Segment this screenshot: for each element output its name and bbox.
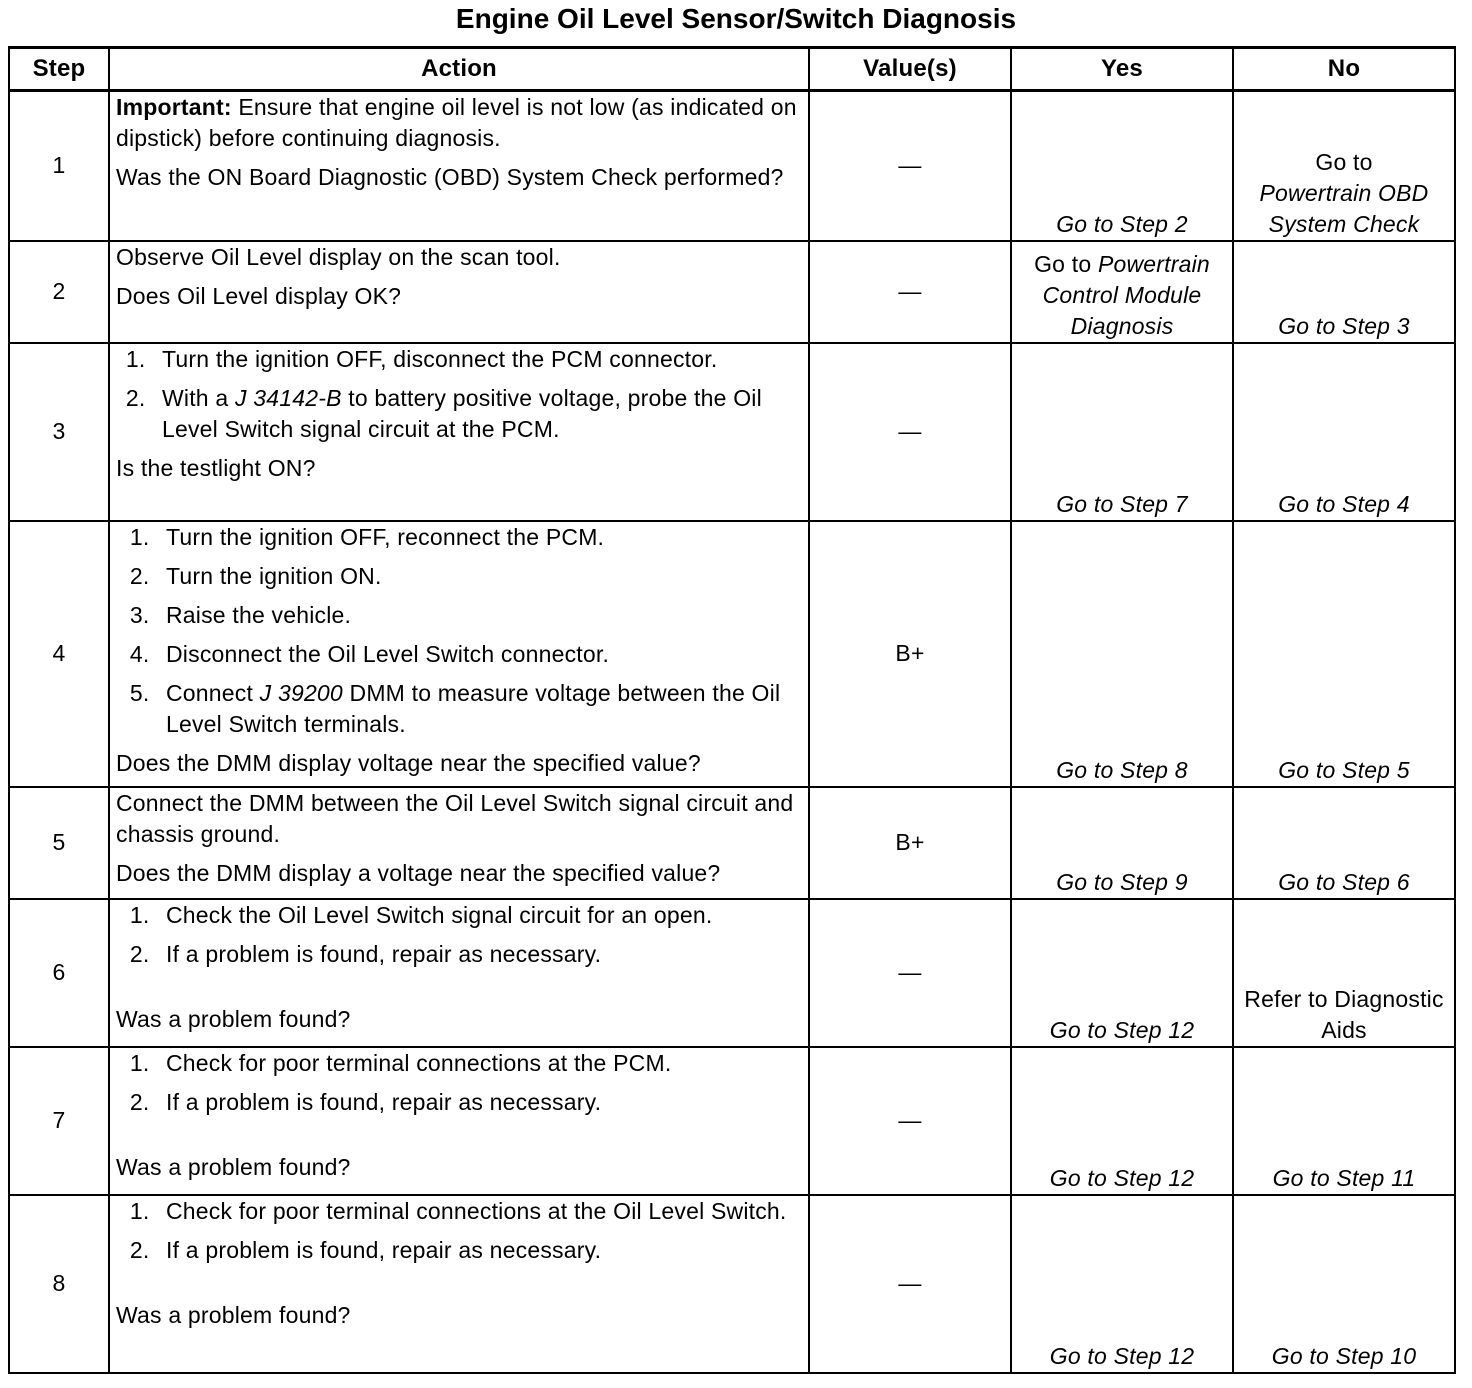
action-step-item: 1. Check for poor terminal connections at the Oil Level Switch. xyxy=(156,1196,802,1227)
action-question: Was a problem found? xyxy=(116,1153,351,1180)
no-cell xyxy=(1233,241,1455,343)
step-number: 1 xyxy=(9,91,109,241)
action-question: Does the DMM display a voltage near the specified value? xyxy=(116,859,721,886)
table-row xyxy=(9,787,1455,899)
step-number: 2 xyxy=(9,241,109,343)
action-cell xyxy=(109,1195,809,1373)
no-link: Go to Step 4 xyxy=(1278,490,1410,517)
step-number: 3 xyxy=(9,343,109,521)
action-steps xyxy=(116,900,802,970)
yes-link: Go to Step 12 xyxy=(1049,1016,1195,1043)
diagnosis-table xyxy=(8,46,1456,1374)
action-step-item: 1. Check the Oil Level Switch signal circuit for an open. xyxy=(156,900,802,931)
table-row xyxy=(9,1047,1455,1195)
step-number: 4 xyxy=(9,521,109,787)
header-action: Action xyxy=(109,48,809,91)
table-row xyxy=(9,521,1455,787)
step-number: 6 xyxy=(9,899,109,1047)
yes-cell xyxy=(1011,521,1233,787)
action-text: Observe Oil Level display on the scan tool. xyxy=(116,243,561,270)
action-step-item: 3. Raise the vehicle. xyxy=(156,600,802,631)
no-link: Powertrain OBD System Check xyxy=(1259,179,1429,237)
action-steps xyxy=(116,1196,802,1266)
item-text: to battery positive voltage, probe the Oil Level Switch signal circuit at the PCM. xyxy=(162,384,762,442)
action-step-item: 1. Check for poor terminal connections at the PCM. xyxy=(156,1048,802,1079)
action-question: Does Oil Level display OK? xyxy=(116,282,402,309)
action-step-item: 2. Turn the ignition ON. xyxy=(156,561,802,592)
yes-link: Go to Step 12 xyxy=(1049,1164,1195,1191)
value-cell: B+ xyxy=(809,521,1011,787)
no-cell xyxy=(1233,521,1455,787)
table-row xyxy=(9,91,1455,241)
spacer xyxy=(116,1126,802,1152)
yes-link: Go to Step 8 xyxy=(1056,756,1188,783)
action-text: Connect the DMM between the Oil Level Switch signal circuit and chassis ground. xyxy=(116,789,794,847)
action-question: Was the ON Board Diagnostic (OBD) System Check performed? xyxy=(116,164,784,190)
action-steps xyxy=(116,1048,802,1118)
no-link: Go to Step 3 xyxy=(1278,312,1410,339)
action-cell xyxy=(109,91,809,241)
header-row xyxy=(9,48,1455,91)
action-step-item xyxy=(156,678,802,740)
yes-prefix: Go to xyxy=(1034,250,1092,277)
header-value: Value(s) xyxy=(809,48,1011,91)
important-note xyxy=(116,92,802,154)
yes-cell xyxy=(1011,1195,1233,1373)
yes-link: Go to Step 12 xyxy=(1049,1342,1195,1369)
action-cell xyxy=(109,241,809,343)
action-question: Was a problem found? xyxy=(116,1005,351,1032)
action-step-item: 1. Turn the ignition OFF, disconnect the PCM connector. xyxy=(152,344,802,375)
no-link: Go to Step 6 xyxy=(1278,868,1410,895)
step-number: 7 xyxy=(9,1047,109,1195)
action-step-item: 2. If a problem is found, repair as necessary. xyxy=(156,939,802,970)
value-cell: B+ xyxy=(809,787,1011,899)
no-prefix: Go to xyxy=(1315,148,1373,175)
value-cell: — xyxy=(809,91,1011,241)
yes-cell xyxy=(1011,241,1233,343)
yes-link: Go to Step 2 xyxy=(1056,210,1188,237)
yes-link: Powertrain Control Module Diagnosis xyxy=(1042,250,1210,339)
yes-cell xyxy=(1011,899,1233,1047)
page-title: Engine Oil Level Sensor/Switch Diagnosis xyxy=(455,3,1017,34)
action-cell xyxy=(109,1047,809,1195)
yes-cell xyxy=(1011,343,1233,521)
yes-cell xyxy=(1011,91,1233,241)
no-cell xyxy=(1233,899,1455,1047)
action-cell xyxy=(109,521,809,787)
action-steps xyxy=(116,522,802,740)
action-step-item: 1. Turn the ignition OFF, reconnect the PCM. xyxy=(156,522,802,553)
table-row xyxy=(9,343,1455,521)
value-cell: — xyxy=(809,1195,1011,1373)
no-cell xyxy=(1233,1047,1455,1195)
action-question: Is the testlight ON? xyxy=(116,454,316,481)
header-yes: Yes xyxy=(1011,48,1233,91)
item-text: With a xyxy=(162,384,229,411)
tool-number: J 34142-B xyxy=(234,384,342,411)
action-question: Was a problem found? xyxy=(116,1301,351,1328)
value-cell: — xyxy=(809,1047,1011,1195)
table-row xyxy=(9,241,1455,343)
yes-link: Go to Step 7 xyxy=(1056,490,1188,517)
action-steps xyxy=(116,344,802,445)
no-cell xyxy=(1233,1195,1455,1373)
no-link: Go to Step 5 xyxy=(1278,756,1410,783)
no-cell xyxy=(1233,787,1455,899)
important-text: Ensure that engine oil level is not low (as indicated on dipstick) before continuing diagnosis. xyxy=(116,94,797,151)
no-cell xyxy=(1233,91,1455,241)
yes-link: Go to Step 9 xyxy=(1056,868,1188,895)
spacer xyxy=(116,1274,802,1300)
no-reference: Refer to Diagnostic Aids xyxy=(1244,985,1444,1043)
value-cell: — xyxy=(809,899,1011,1047)
action-step-item xyxy=(152,383,802,445)
action-cell xyxy=(109,899,809,1047)
no-link: Go to Step 11 xyxy=(1272,1164,1416,1191)
item-text: Connect xyxy=(166,679,254,706)
header-no: No xyxy=(1233,48,1455,91)
header-step: Step xyxy=(9,48,109,91)
tool-number: J 39200 xyxy=(259,679,343,706)
important-label: Important: xyxy=(116,94,232,120)
step-number: 5 xyxy=(9,787,109,899)
no-link: Go to Step 10 xyxy=(1271,1342,1417,1369)
spacer xyxy=(116,978,802,1004)
action-step-item: 2. If a problem is found, repair as necessary. xyxy=(156,1087,802,1118)
table-row xyxy=(9,1195,1455,1373)
no-cell xyxy=(1233,343,1455,521)
yes-cell xyxy=(1011,787,1233,899)
yes-cell xyxy=(1011,1047,1233,1195)
step-number: 8 xyxy=(9,1195,109,1373)
action-cell xyxy=(109,343,809,521)
value-cell: — xyxy=(809,343,1011,521)
action-step-item: 4. Disconnect the Oil Level Switch connector. xyxy=(156,639,802,670)
action-step-item: 2. If a problem is found, repair as necessary. xyxy=(156,1235,802,1266)
table-row xyxy=(9,899,1455,1047)
item-text: DMM to measure voltage between the Oil Level Switch terminals. xyxy=(166,679,781,737)
value-cell: — xyxy=(809,241,1011,343)
action-cell xyxy=(109,787,809,899)
action-question: Does the DMM display voltage near the specified value? xyxy=(116,749,701,776)
